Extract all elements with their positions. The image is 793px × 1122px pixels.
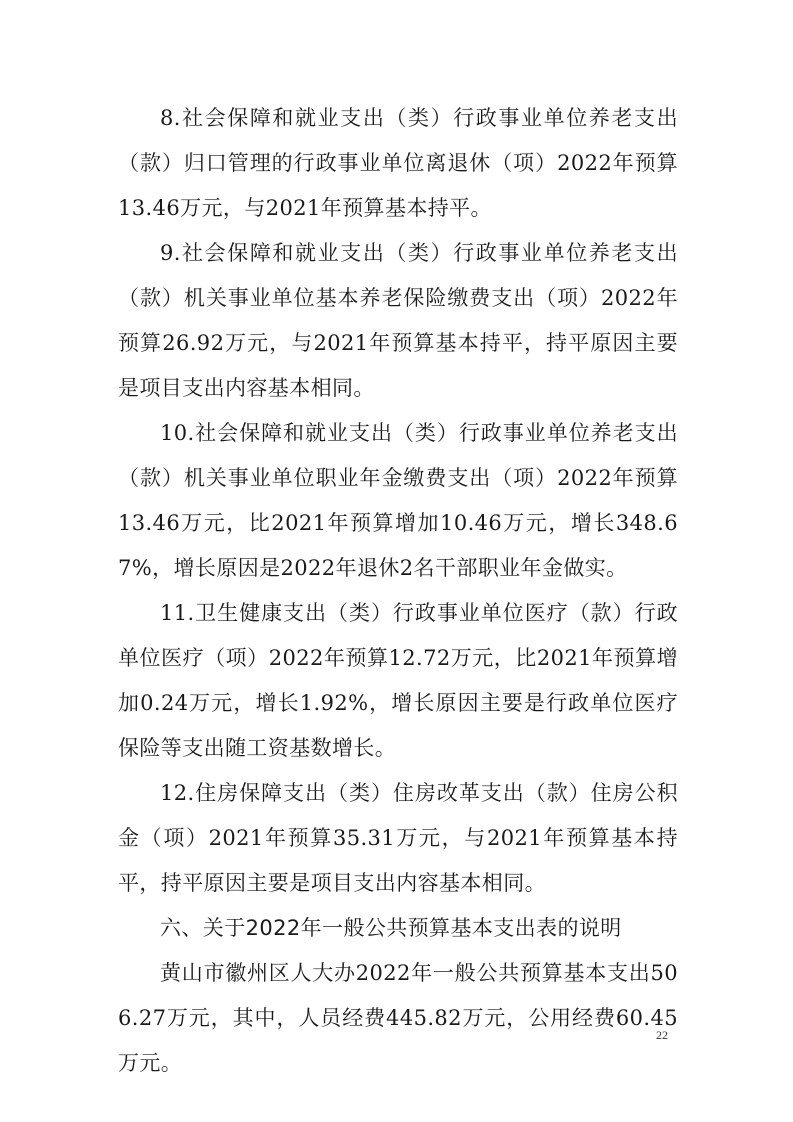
section-paragraph: 黄山市徽州区人大办2022年一般公共预算基本支出506.27万元，其中，人员经费445.82万元，公用经费60.45万元。 [118,961,678,1075]
section-heading: 六、关于2022年一般公共预算基本支出表的说明 [160,916,622,940]
paragraph-item-10: 10.社会保障和就业支出（类）行政事业单位养老支出（款）机关事业单位职业年金缴费支出（项）2022年预算13.46万元，比2021年预算增加10.46万元，增长348.67%，增长原因是2022年退休2名干部职业年金做实。 [118,421,678,580]
document-body [118,96,678,1086]
paragraph-item-9: 9.社会保障和就业支出（类）行政事业单位养老支出（款）机关事业单位基本养老保险缴费支出（项）2022年预算26.92万元，与2021年预算基本持平，持平原因主要是项目支出内容基本相同。 [118,241,678,400]
paragraph-item-8: 8.社会保障和就业支出（类）行政事业单位养老支出（款）归口管理的行政事业单位离退休（项）2022年预算13.46万元，与2021年预算基本持平。 [118,106,678,220]
paragraph-item-11: 11.卫生健康支出（类）行政事业单位医疗（款）行政单位医疗（项）2022年预算12.72万元，比2021年预算增加0.24万元，增长1.92%，增长原因主要是行政单位医疗保险等支出随工资基数增长。 [118,601,678,760]
page-number: 22 [656,1028,668,1042]
paragraph-item-12: 12.住房保障支出（类）住房改革支出（款）住房公积金（项）2021年预算35.31万元，与2021年预算基本持平，持平原因主要是项目支出内容基本相同。 [118,781,678,895]
